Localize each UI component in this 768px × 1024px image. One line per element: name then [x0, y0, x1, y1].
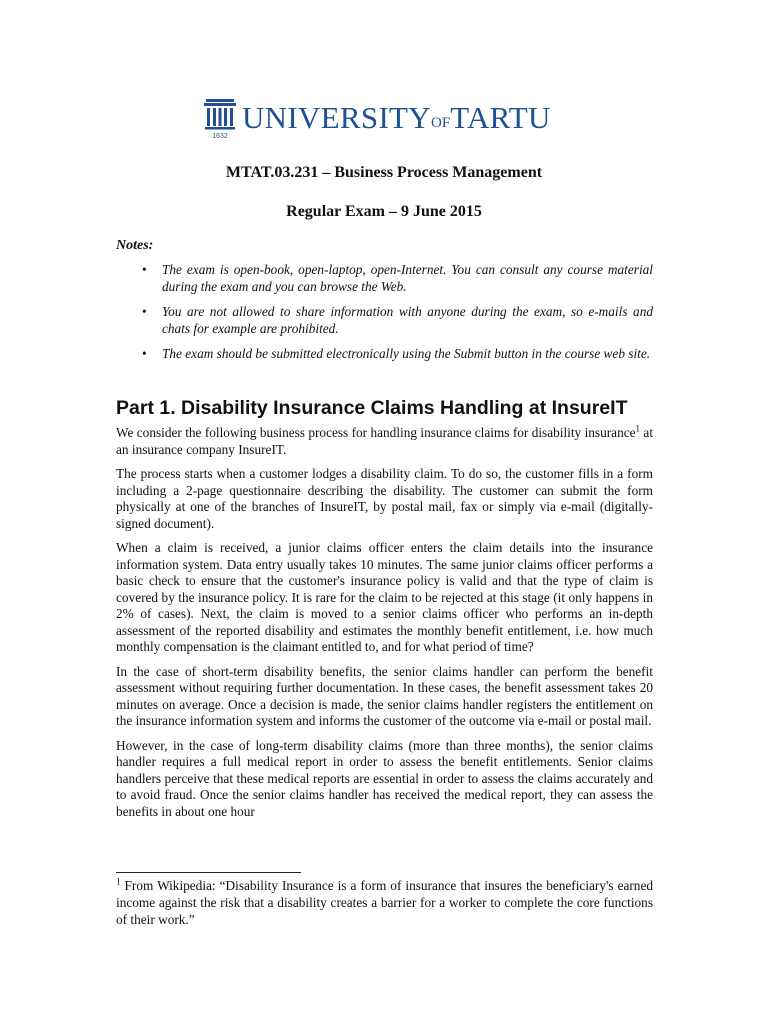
- wordmark-tartu: TARTU: [450, 100, 551, 135]
- body-paragraph: The process starts when a customer lodges a disability claim. To do so, the customer fills in a form including a 2-page questionnaire describing the disability. The customer can submit the form physically at one of the branches of InsureIT, by postal mail, fax or simply via e-mail (digitally-signed document).: [116, 466, 653, 531]
- note-text: You are not allowed to share information with anyone during the exam, so e-mails and chats for example are prohibited.: [162, 304, 653, 336]
- intro-text: We consider the following business process for handling insurance claims for disability insurance: [116, 425, 636, 440]
- footnote-divider: [116, 872, 301, 873]
- note-item: [116, 304, 653, 337]
- bullet-icon: •: [142, 346, 147, 361]
- note-item: [116, 262, 653, 295]
- university-logo: [204, 98, 549, 144]
- notes-heading: Notes:: [116, 238, 154, 253]
- notes-list: [116, 262, 653, 372]
- intro-paragraph: [116, 425, 653, 458]
- footnote-text: From Wikipedia: “Disability Insurance is a form of insurance that insures the beneficiary's earned income against the risk that a disability creates a barrier for a worker to complete the core functions of their work.”: [116, 878, 653, 927]
- note-text: The exam should be submitted electronically using the Submit button in the course web site.: [162, 346, 651, 361]
- wordmark-of: OF: [431, 115, 451, 131]
- intro-text-end: at an insurance company InsureIT.: [116, 425, 654, 457]
- exam-title: Regular Exam – 9 June 2015: [286, 203, 482, 220]
- university-crest-icon: [204, 98, 236, 142]
- note-text: The exam is open-book, open-laptop, open-Internet. You can consult any course material during the exam and you can browse the Web.: [162, 262, 653, 294]
- part1-body: [116, 425, 653, 828]
- footnote-number: 1: [116, 876, 121, 887]
- note-item: [116, 346, 653, 363]
- footnote-ref: 1: [635, 423, 641, 434]
- wordmark-university: UNIVERSITY: [242, 100, 431, 135]
- bullet-icon: •: [142, 262, 147, 277]
- footnote: [116, 877, 653, 928]
- body-paragraph: However, in the case of long-term disability claims (more than three months), the senior claims handler requires a full medical report in order to assess the benefit entitlements. Senior claims handlers perceive that these medical reports are essential in order to assess the claims accurately and to avoid fraud. Once the senior claims handler has received the medical report, they can assess the benefits in about one hour: [116, 737, 653, 819]
- body-paragraph: In the case of short-term disability benefits, the senior claims handler can perform the benefit assessment without requiring further documentation. In these cases, the benefit assessment takes 20 minutes on average. Once a decision is made, the senior claims handler registers the entitlement on the insurance information system and informs the customer of the outcome via e-mail or postal mail.: [116, 663, 653, 728]
- body-paragraph: When a claim is received, a junior claims officer enters the claim details into the insurance information system. Data entry usually takes 10 minutes. The same junior claims officer performs a basic check to ensure that the customer's insurance policy is valid and that the type of claim is covered by the insurance policy. It is rare for the claim to be rejected at this stage (it only happens in 2% of cases). Next, the claim is moved to a senior claims officer who performs an in-depth assessment of the reported disability and estimates the monthly benefit entitlement, i.e. how much monthly compensation is the claimant entitled to, and for what period of time?: [116, 540, 653, 654]
- bullet-icon: •: [142, 304, 147, 319]
- part1-heading: Part 1. Disability Insurance Claims Handling at InsureIT: [116, 397, 628, 419]
- crest-year: 1632: [212, 133, 228, 140]
- course-title: MTAT.03.231 – Business Process Management: [225, 164, 543, 181]
- university-wordmark: [242, 100, 551, 141]
